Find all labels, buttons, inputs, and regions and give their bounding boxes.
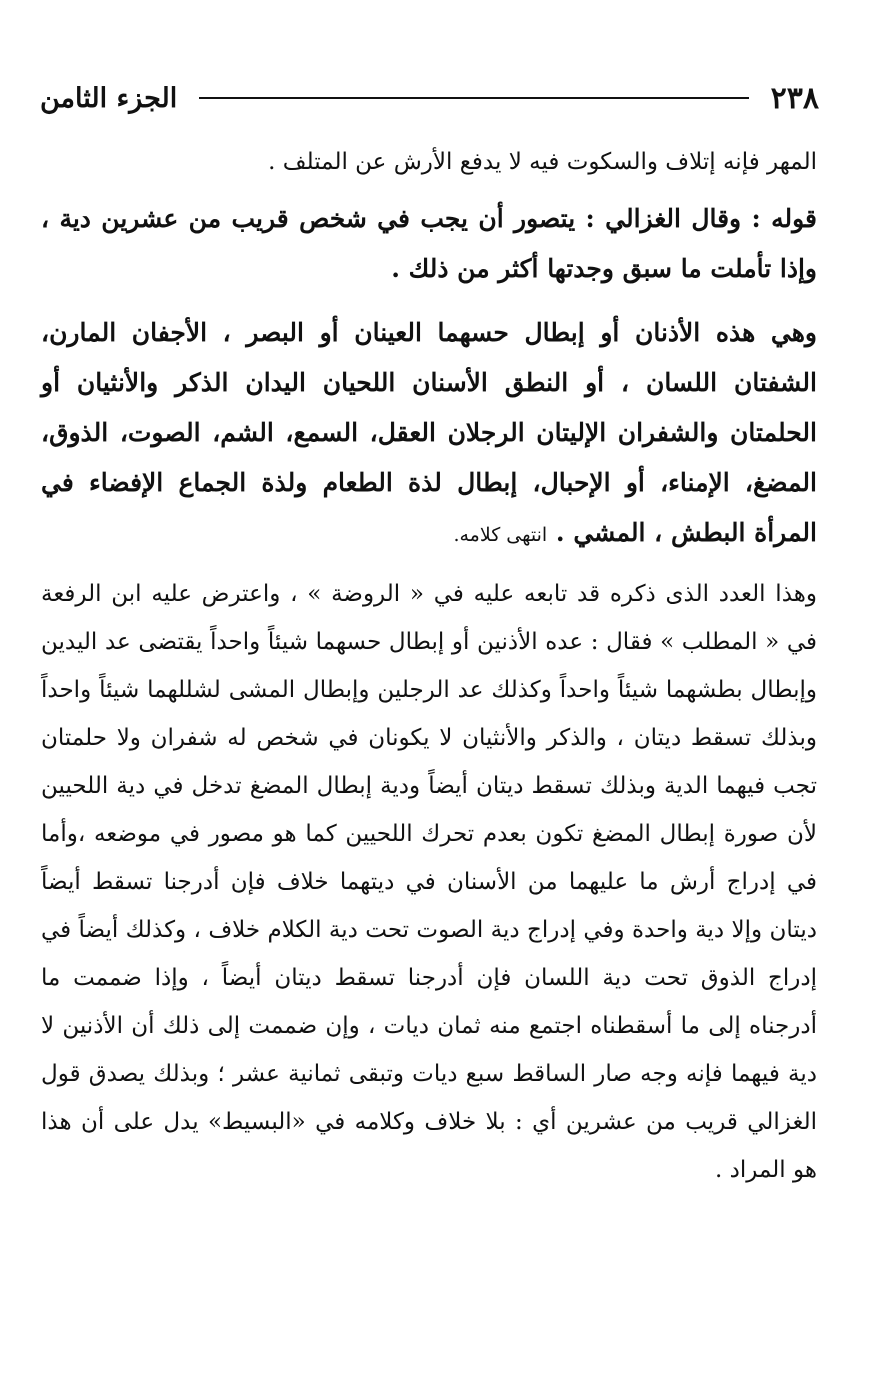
quoted-list-text: وهي هذه الأذنان أو إبطال حسهما العينان أو البصر ، الأجفان المارن، الشفتان اللسان ، أو النطق الأسنان اللحيان اليدان الذكر والأنثيان أو الحلمتان والشفران الإليتان الرجلان العقل، السمع، الشم، الصوت، الذوق، المضغ، الإمناء، أو الإحبال، إبطال لذة الطعام ولذة الجماع الإفضاء في المرأة البطش ، المشي . [41, 318, 817, 547]
page-number: ٢٣٨ [770, 80, 819, 116]
paragraph-continuation: المهر فإنه إتلاف والسكوت فيه لا يدفع الأرش عن المتلف . [268, 149, 817, 175]
page-header [40, 78, 819, 118]
quoted-list [41, 308, 817, 560]
quoted-passage: قوله : وقال الغزالي : يتصور أن يجب في شخص قريب من عشرين دية ، وإذا تأملت ما سبق وجدتها أكثر من ذلك . [41, 204, 817, 283]
header-divider [199, 97, 748, 99]
commentary-paragraph: وهذا العدد الذى ذكره قد تابعه عليه في « الروضة » ، واعترض عليه ابن الرفعة في « المطلب » فقال : عده الأذنين أو إبطال حسهما شيئاً واحداً يقتضى عد اليدين وإبطال بطشهما شيئاً واحداً وكذلك عد الرجلين وإبطال المشى لشللهما شيئاً واحداً وبذلك تسقط ديتان ، والذكر والأنثيان لا يكونان في شخص له شفران ولا حلمتان تجب فيهما الدية وبذلك تسقط ديتان أيضاً ودية إبطال المضغ تدخل في دية اللحيين لأن صورة إبطال المضغ تكون بعدم تحرك اللحيين كما هو مصور في موضعه ،وأما في إدراج أرش ما عليهما من الأسنان في ديتهما خلاف فإن أدرجنا تسقط أيضاً ديتان وإلا دية واحدة وفي إدراج دية الصوت تحت دية الكلام خلاف ، وكذلك أيضاً في إدراج الذوق تحت دية اللسان فإن أدرجنا تسقط ديتان أيضاً ، وإذا ضممت ما أدرجناه إلى ما أسقطناه اجتمع منه ثمان ديات ، وإن ضممت إلى ذلك أن الأذنين لا دية فيهما فإنه وجه صار الساقط سبع ديات وتبقى ثمانية عشر ؛ وبذلك يصدق قول الغزالي قريب من عشرين أي : بلا خلاف وكلامه في «البسيط» يدل على أن هذا هو المراد . [41, 581, 817, 1183]
running-title: الجزء الثامن [40, 82, 178, 114]
quote-end-note: انتهى كلامه. [453, 524, 548, 546]
page-body [41, 138, 817, 1194]
